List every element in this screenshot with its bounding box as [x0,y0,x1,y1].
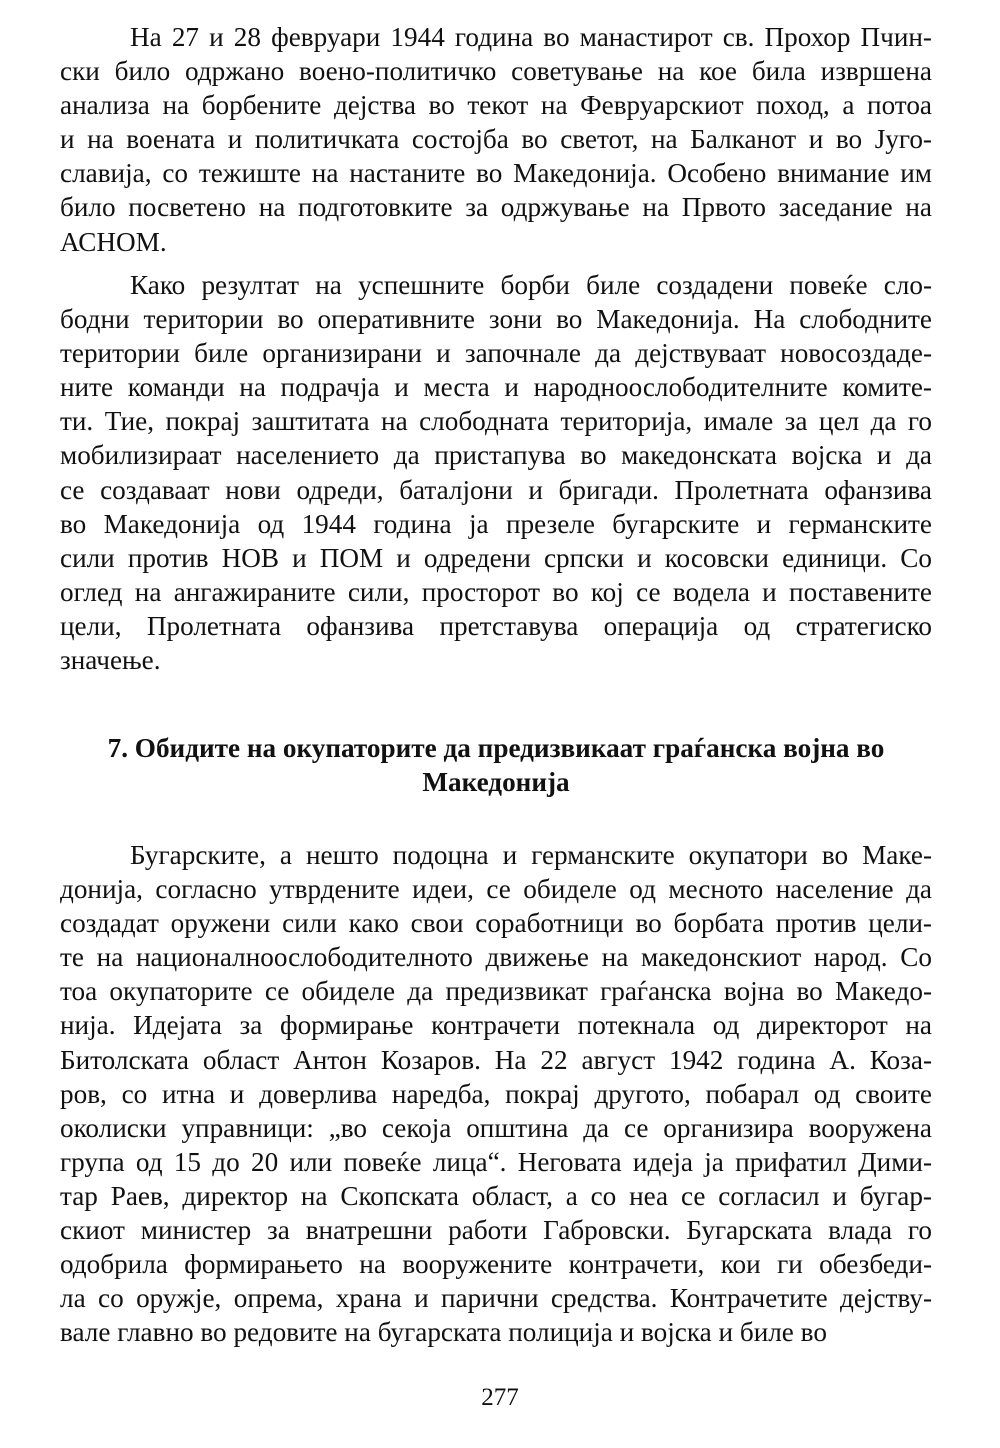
text-line: се создаваат нови одреди, баталјони и бригади. Пролетната офанзива [60,474,932,505]
page-number: 277 [481,1384,519,1411]
text-line: во Македонија од 1944 година ја презеле бугарските и германските [60,508,932,539]
text-line: било посветено на подготовките за одржување на Првото заседание на [60,192,932,223]
text-line: анализа на борбените дејства во текот на Февруарскиот поход, а потоа [60,90,932,121]
text-line: те на националноослободителното движење на македонскиот народ. Со [60,942,932,973]
text-line: ти. Тие, покрај заштитата на слободната територија, имале за цел да го [60,406,932,437]
text-line: создадат оружени сили како свои соработници во борбата против цели- [60,908,932,939]
paragraph-2 [60,268,932,677]
text-line: скиот министер за внатрешни работи Габровски. Бугарската влада го [60,1215,932,1246]
paragraph-3 [60,838,932,1349]
text-line: бодни територии во оперативните зони во Македонија. На слободните [60,304,932,335]
text-line: Како резултат на успешните борби биле создадени повеќе сло- [130,270,932,300]
text-line: ла со оружје, опрема, храна и парични средства. Контрачетите дејству- [60,1283,932,1314]
text-line: сили против НОВ и ПОМ и одредени српски и косовски единици. Со [60,542,932,573]
text-line: тар Раев, директор на Скопската област, а со неа се согласил и бугар- [60,1180,932,1211]
section-heading-line-1: 7. Обидите на окупаторите да предизвикаат граѓанска војна во [107,733,885,763]
section-heading [60,731,932,799]
text-line: тоа окупаторите се обиделе да предизвикат граѓанска војна во Македо- [60,976,932,1007]
text-line: донија, согласно утврдените идеи, се обиделе од месното население да [60,874,932,905]
text-line: одобрила формирањето на вооружените контрачети, кои ги обезбеди- [60,1249,932,1280]
text-line: На 27 и 28 февруари 1944 година во манастирот св. Прохор Пчин- [130,22,932,52]
text-line: мобилизираат населението да пристапува во македонската војска и да [60,440,932,471]
text-line: оглед на ангажираните сили, просторот во кој се водела и поставените [60,576,932,607]
section-heading-line-2: Македонија [422,767,570,797]
text-line: и на воената и политичката состојба во светот, на Балканот и во Југо- [60,124,932,155]
paragraph-1 [60,20,932,259]
text-line: нија. Идејата за формирање контрачети потекнала од директорот на [60,1010,932,1041]
text-line: вале главно во редовите на бугарската полиција и војска и биле во [60,1317,827,1348]
text-line: Битолската област Антон Козаров. На 22 август 1942 година А. Коза- [60,1044,932,1075]
text-line: ров, со итна и доверлива наредба, покрај другото, побарал од своите [60,1078,932,1109]
text-line: цели, Пролетната офанзива претставува операција од стратегиско [60,610,932,641]
text-line: околиски управници: „во секоја општина да се организира вооружена [60,1112,932,1143]
text-line: територии биле организирани и започнале да дејствуваат новосоздаде- [60,338,932,369]
text-line: ните команди на подрачја и места и народноослободителните комите- [60,372,932,403]
text-line: ски било одржано воено-политичко советување на кое била извршена [60,56,932,87]
text-line: АСНОМ. [60,226,167,257]
text-line: значење. [60,645,161,676]
text-line: група од 15 до 20 или повеќе лица“. Неговата идеја ја прифатил Дими- [60,1146,932,1177]
text-line: славија, со тежиште на настаните во Македонија. Особено внимание им [60,158,932,189]
text-line: Бугарските, а нешто подоцна и германските окупатори во Маке- [130,840,932,870]
